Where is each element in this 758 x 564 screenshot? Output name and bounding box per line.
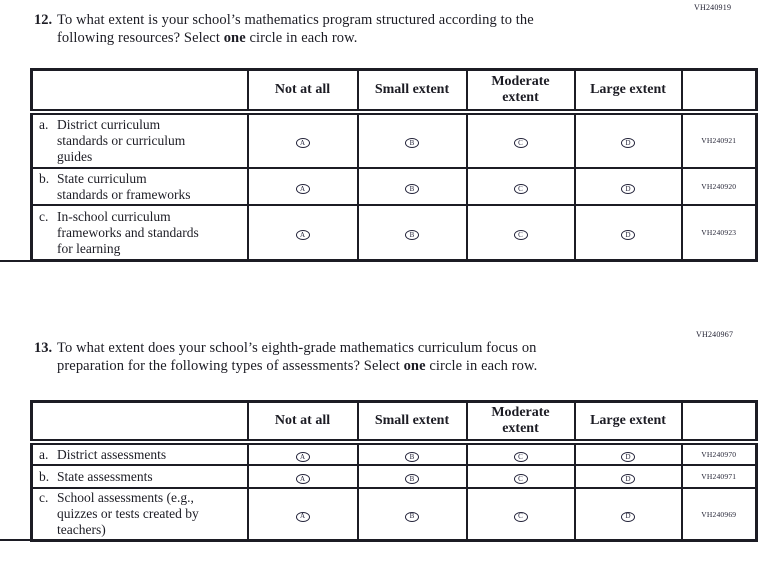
answer-bubble-d[interactable]: D [621,184,635,194]
row-label-column-header [32,402,248,443]
row-label-cell [32,112,248,169]
answer-bubble-c[interactable]: C [514,184,528,194]
code-column-header [682,402,757,443]
row-label-text: District curriculum standards or curriculum guides [57,116,186,164]
question-text-line: preparation for the following types of assessments? Select one circle in each row. [57,358,538,374]
column-header: Moderate extent [467,70,575,112]
table-row [32,465,757,488]
answer-cell [467,205,575,261]
row-label-cell [32,488,248,541]
answer-cell [467,465,575,488]
row-label-text: School assessments (e.g., quizzes or tests created by teachers) [57,490,199,537]
answer-cell [575,488,682,541]
table-row [32,442,757,465]
question-text [57,11,677,47]
answer-bubble-a[interactable]: A [296,474,310,484]
row-label-cell [32,442,248,465]
section-divider [0,539,758,542]
header-row [32,70,757,112]
row-label-text: In-school curriculum frameworks and standards for learning [57,208,199,256]
row-vh-code: VH240923 [682,205,757,261]
table-row [32,168,757,205]
answer-bubble-a[interactable]: A [296,184,310,194]
answer-bubble-c[interactable]: C [514,474,528,484]
table-header [32,70,757,112]
answer-cell [248,205,358,261]
column-header: Large extent [575,402,682,443]
question-text-line: following resources? Select one circle in each row. [57,30,358,46]
header-row [32,402,757,443]
column-header: Small extent [358,402,467,443]
answer-cell [575,465,682,488]
table-header [32,402,757,443]
answer-cell [248,442,358,465]
row-letter: b. [39,170,50,186]
question-13-vh-code: VH240967 [696,330,734,339]
answer-cell [248,112,358,169]
answer-bubble-b[interactable]: B [405,474,419,484]
column-header: Small extent [358,70,467,112]
answer-bubble-b[interactable]: B [405,452,419,462]
question-text [57,339,677,375]
question-12-table [30,68,758,262]
answer-bubble-d[interactable]: D [621,452,635,462]
answer-bubble-a[interactable]: A [296,512,310,522]
row-vh-code: VH240971 [682,465,757,488]
answer-cell [248,488,358,541]
column-header: Not at all [248,402,358,443]
row-label-text: State curriculum standards or frameworks [57,170,191,202]
answer-cell [358,442,467,465]
row-label-cell [32,465,248,488]
answer-cell [467,168,575,205]
answer-cell [358,205,467,261]
answer-bubble-c[interactable]: C [514,512,528,522]
answer-cell [575,442,682,465]
question-13-number: 13. [34,340,53,356]
table-row [32,112,757,169]
table-body [32,112,757,261]
answer-cell [248,465,358,488]
row-vh-code: VH240921 [682,112,757,169]
column-header: Large extent [575,70,682,112]
row-vh-code: VH240969 [682,488,757,541]
answer-bubble-d[interactable]: D [621,138,635,148]
row-letter: c. [39,490,49,505]
answer-cell [467,442,575,465]
code-column-header [682,70,757,112]
answer-cell [358,168,467,205]
section-divider [0,260,758,263]
answer-bubble-b[interactable]: B [405,512,419,522]
row-letter: a. [39,116,49,132]
answer-bubble-a[interactable]: A [296,452,310,462]
row-label-text: District assessments [57,446,167,462]
row-label-cell [32,205,248,261]
answer-bubble-d[interactable]: D [621,230,635,240]
answer-cell [467,112,575,169]
column-header: Moderate extent [467,402,575,443]
answer-bubble-d[interactable]: D [621,512,635,522]
answer-bubble-b[interactable]: B [405,230,419,240]
answer-bubble-c[interactable]: C [514,230,528,240]
answer-cell [467,488,575,541]
question-12-vh-code: VH240919 [694,3,732,12]
row-vh-code: VH240970 [682,442,757,465]
answer-bubble-c[interactable]: C [514,452,528,462]
answer-cell [358,488,467,541]
question-text-line: To what extent is your school’s mathematics program structured according to the [57,12,534,28]
answer-cell [575,168,682,205]
answer-bubble-c[interactable]: C [514,138,528,148]
answer-cell [358,465,467,488]
answer-bubble-d[interactable]: D [621,474,635,484]
table-row [32,488,757,541]
column-header: Not at all [248,70,358,112]
row-label-column-header [32,70,248,112]
answer-cell [358,112,467,169]
row-letter: b. [39,468,50,484]
answer-cell [575,205,682,261]
row-letter: a. [39,446,49,462]
answer-cell [248,168,358,205]
answer-bubble-b[interactable]: B [405,184,419,194]
table-row [32,205,757,261]
answer-bubble-a[interactable]: A [296,138,310,148]
question-13-table [30,400,758,542]
row-label-cell [32,168,248,205]
question-12-number: 12. [34,12,53,28]
answer-bubble-b[interactable]: B [405,138,419,148]
answer-bubble-a[interactable]: A [296,230,310,240]
answer-cell [575,112,682,169]
row-vh-code: VH240920 [682,168,757,205]
row-label-text: State assessments [57,468,153,484]
row-letter: c. [39,208,49,224]
table-body [32,442,757,541]
question-text-line: To what extent does your school’s eighth-grade mathematics curriculum focus on [57,340,537,356]
